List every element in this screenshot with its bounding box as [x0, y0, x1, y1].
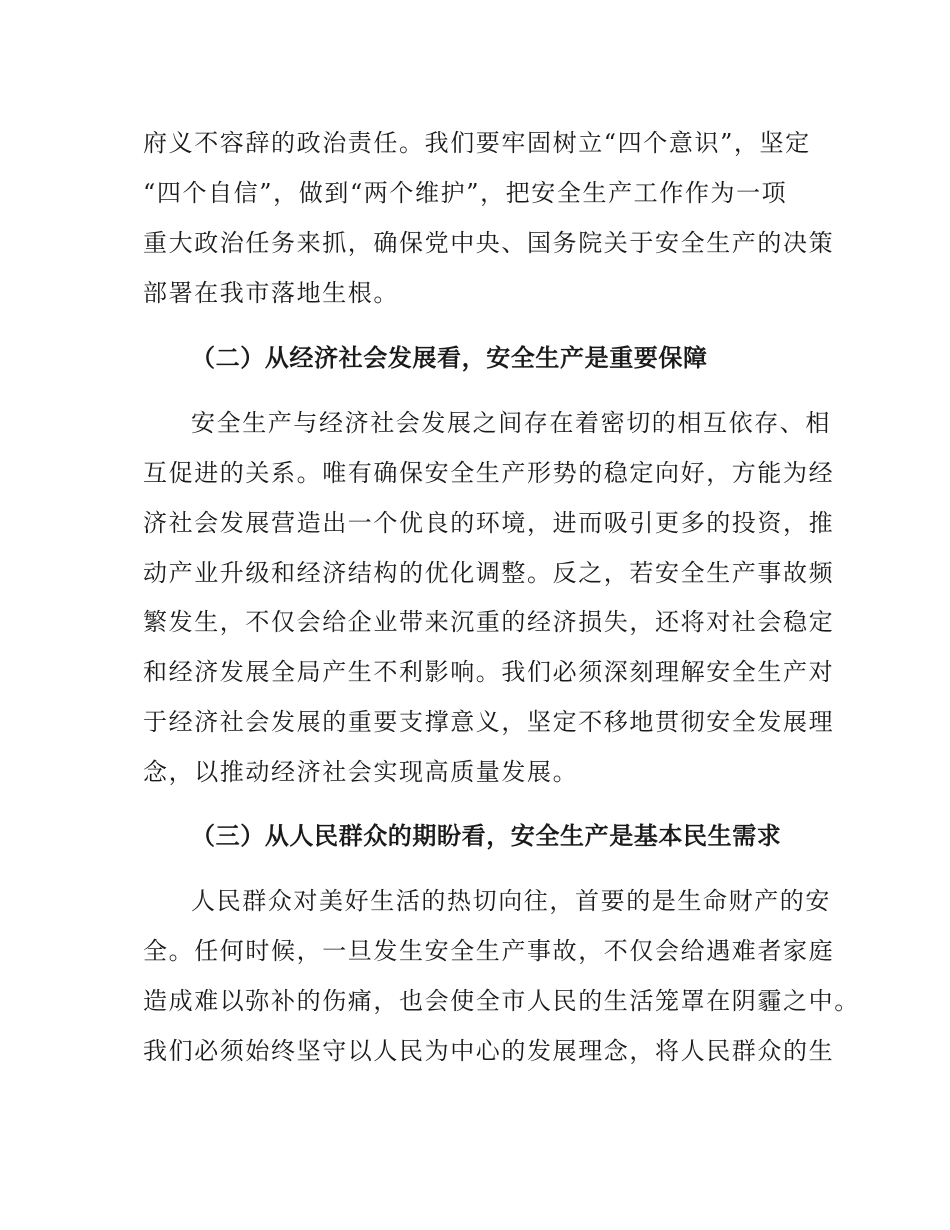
- paragraph-line: 动产业升级和经济结构的优化调整。反之，若安全生产事故频: [143, 559, 835, 587]
- paragraph-line: 念，以推动经济社会实现高质量发展。: [143, 758, 579, 786]
- section-heading-3: （三）从人民群众的期盼看，安全生产是基本民生需求: [191, 822, 782, 850]
- paragraph-line: 造成难以弥补的伤痛，也会使全市人民的生活笼罩在阴霾之中。: [143, 987, 860, 1015]
- paragraph-line: 府义不容辞的政治责任。我们要牢固树立“四个意识”，坚定: [143, 129, 811, 157]
- paragraph-line: 和经济发展全局产生不利影响。我们必须深刻理解安全生产对: [143, 658, 835, 686]
- paragraph-line: 繁发生，不仅会给企业带来沉重的经济损失，还将对社会稳定: [143, 608, 835, 636]
- section-heading-2: （二）从经济社会发展看，安全生产是重要保障: [191, 344, 708, 372]
- paragraph-line: 济社会发展营造出一个优良的环境，进而吸引更多的投资，推: [143, 509, 835, 537]
- paragraph-line: 部署在我市落地生根。: [143, 279, 399, 307]
- paragraph-line: 重大政治任务来抓，确保党中央、国务院关于安全生产的决策: [143, 229, 835, 257]
- paragraph-line: 人民群众对美好生活的热切向往，首要的是生命财产的安: [191, 887, 831, 915]
- paragraph-line: 互促进的关系。唯有确保安全生产形势的稳定向好，方能为经: [143, 459, 835, 487]
- paragraph-line: 于经济社会发展的重要支撑意义，坚定不移地贯彻安全发展理: [143, 708, 835, 736]
- paragraph-line: “四个自信”，做到“两个维护”，把安全生产工作作为一项: [143, 179, 788, 207]
- paragraph-line: 安全生产与经济社会发展之间存在着密切的相互依存、相: [191, 409, 831, 437]
- paragraph-line: 我们必须始终坚守以人民为中心的发展理念，将人民群众的生: [143, 1037, 835, 1065]
- paragraph-line: 全。任何时候，一旦发生安全生产事故，不仅会给遇难者家庭: [143, 937, 835, 965]
